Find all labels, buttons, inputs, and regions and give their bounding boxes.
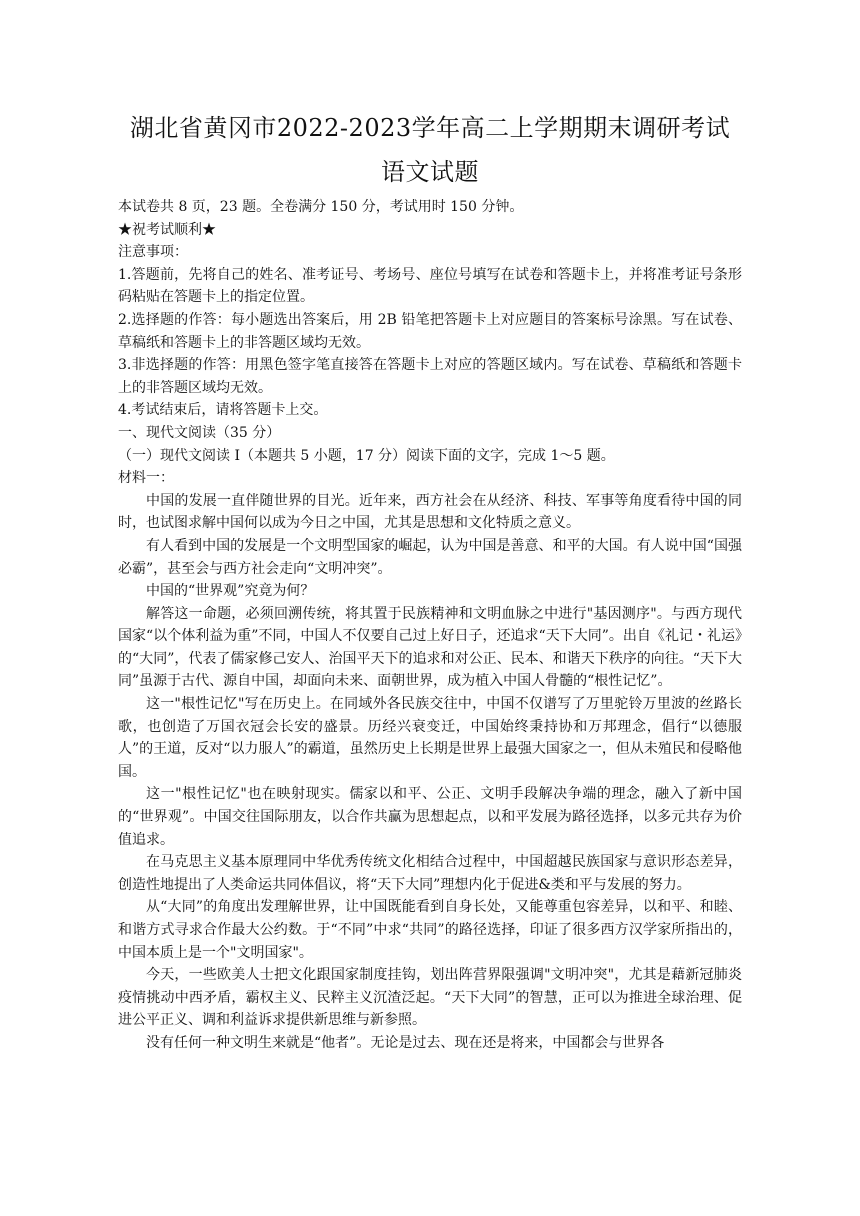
paragraph: 有人看到中国的发展是一个文明型国家的崛起，认为中国是善意、和平的大国。有人说中国“国强必霸”，甚至会与西方社会走向“文明冲突”。 xyxy=(118,537,742,577)
paragraph: 解答这一命题，必须回溯传统，将其置于民族精神和文明血脉之中进行"基因测序"。与西方现代国家“以个体利益为重”不同，中国人不仅要自己过上好日子，还追求“天下大同”。出自《礼记・礼运》的“大同”，代表了儒家修己安人、治国平天下的追求和对公正、民本、和谐天下秩序的向往。“天下大同”虽源于古代、源自中国，却面向未来、面朝世界，成为植入中国人骨髓的“根性记忆”。 xyxy=(118,605,742,690)
paragraph: 这一"根性记忆"写在历史上。在同域外各民族交往中，中国不仅谱写了万里驼铃万里波的丝路长歌，也创造了万国衣冠会长安的盛景。历经兴衰变迁，中国始终秉持协和万邦理念，倡行“以德服人”的王道，反对“以力服人”的霸道，虽然历史上长期是世界上最强大国家之一，但从未殖民和侵略他国。 xyxy=(118,696,742,780)
document-body xyxy=(118,196,742,1055)
document-title: 湖北省黄冈市2022-2023学年高二上学期期末调研考试 xyxy=(129,114,731,142)
notice-item-1: 1.答题前，先将自己的姓名、准考证号、考场号、座位号填写在试卷和答题卡上，并将准考证号条形码粘贴在答题卡上的指定位置。 xyxy=(118,266,742,306)
paragraph: 这一"根性记忆"也在映射现实。儒家以和平、公正、文明手段解决争端的理念，融入了新中国的“世界观”。中国交往国际朋友，以合作共赢为思想起点，以和平发展为路径选择，以多元共存为价值追求。 xyxy=(118,786,742,848)
exam-info-line: 本试卷共 8 页，23 题。全卷满分 150 分，考试用时 150 分钟。 xyxy=(118,199,524,215)
subsection-heading: （一）现代文阅读 I（本题共 5 小题，17 分）阅读下面的文字，完成 1～5 题。 xyxy=(118,447,615,464)
document-subtitle: 语文试题 xyxy=(381,158,479,186)
paragraph: 今天，一些欧美人士把文化跟国家制度挂钩，划出阵营界限强调"文明冲突"，尤其是藉新冠肺炎疫情挑动中西矛盾，霸权主义、民粹主义沉渣泛起。“天下大同”的智慧，正可以为推进全球治理、促进公平正义、调和利益诉求提供新思维与新参照。 xyxy=(118,967,742,1029)
material-label: 材料一： xyxy=(118,470,174,487)
notice-heading: 注意事项： xyxy=(118,244,188,261)
section-heading: 一、现代文阅读（35 分） xyxy=(118,424,281,441)
notice-item-3: 3.非选择题的作答：用黑色签字笔直接答在答题卡上对应的答题区域内。写在试卷、草稿纸和答题卡上的非答题区域均无效。 xyxy=(118,357,742,396)
paragraph: 从“大同”的角度出发理解世界，让中国既能看到自身长处，又能尊重包容差异，以和平、和睦、和谐方式寻求合作最大公约数。于“不同”中求“共同”的路径选择，印证了很多西方汉学家所指出的，中国本质上是一个"文明国家"。 xyxy=(118,899,742,961)
notice-item-4: 4.考试结束后，请将答题卡上交。 xyxy=(118,402,328,419)
paragraph: 中国的发展一直伴随世界的目光。近年来，西方社会在从经济、科技、军事等角度看待中国的同时，也试图求解中国何以成为今日之中国，尤其是思想和文化特质之意义。 xyxy=(118,492,742,532)
good-luck-line: ★祝考试顺利★ xyxy=(118,221,216,238)
paragraph: 没有任何一种文明生来就是“他者”。无论是过去、现在还是将来，中国都会与世界各 xyxy=(146,1034,665,1051)
notice-item-2: 2.选择题的作答：每小题选出答案后，用 2B 铅笔把答题卡上对应题目的答案标号涂黑。写在试卷、草稿纸和答题卡上的非答题区域均无效。 xyxy=(118,311,742,351)
paragraph: 在马克思主义基本原理同中华优秀传统文化相结合过程中，中国超越民族国家与意识形态差异，创造性地提出了人类命运共同体倡议，将“天下大同”理想内化于促进&类和平与发展的努力。 xyxy=(118,854,742,893)
paragraph: 中国的“世界观”究竟为何？ xyxy=(146,583,315,600)
